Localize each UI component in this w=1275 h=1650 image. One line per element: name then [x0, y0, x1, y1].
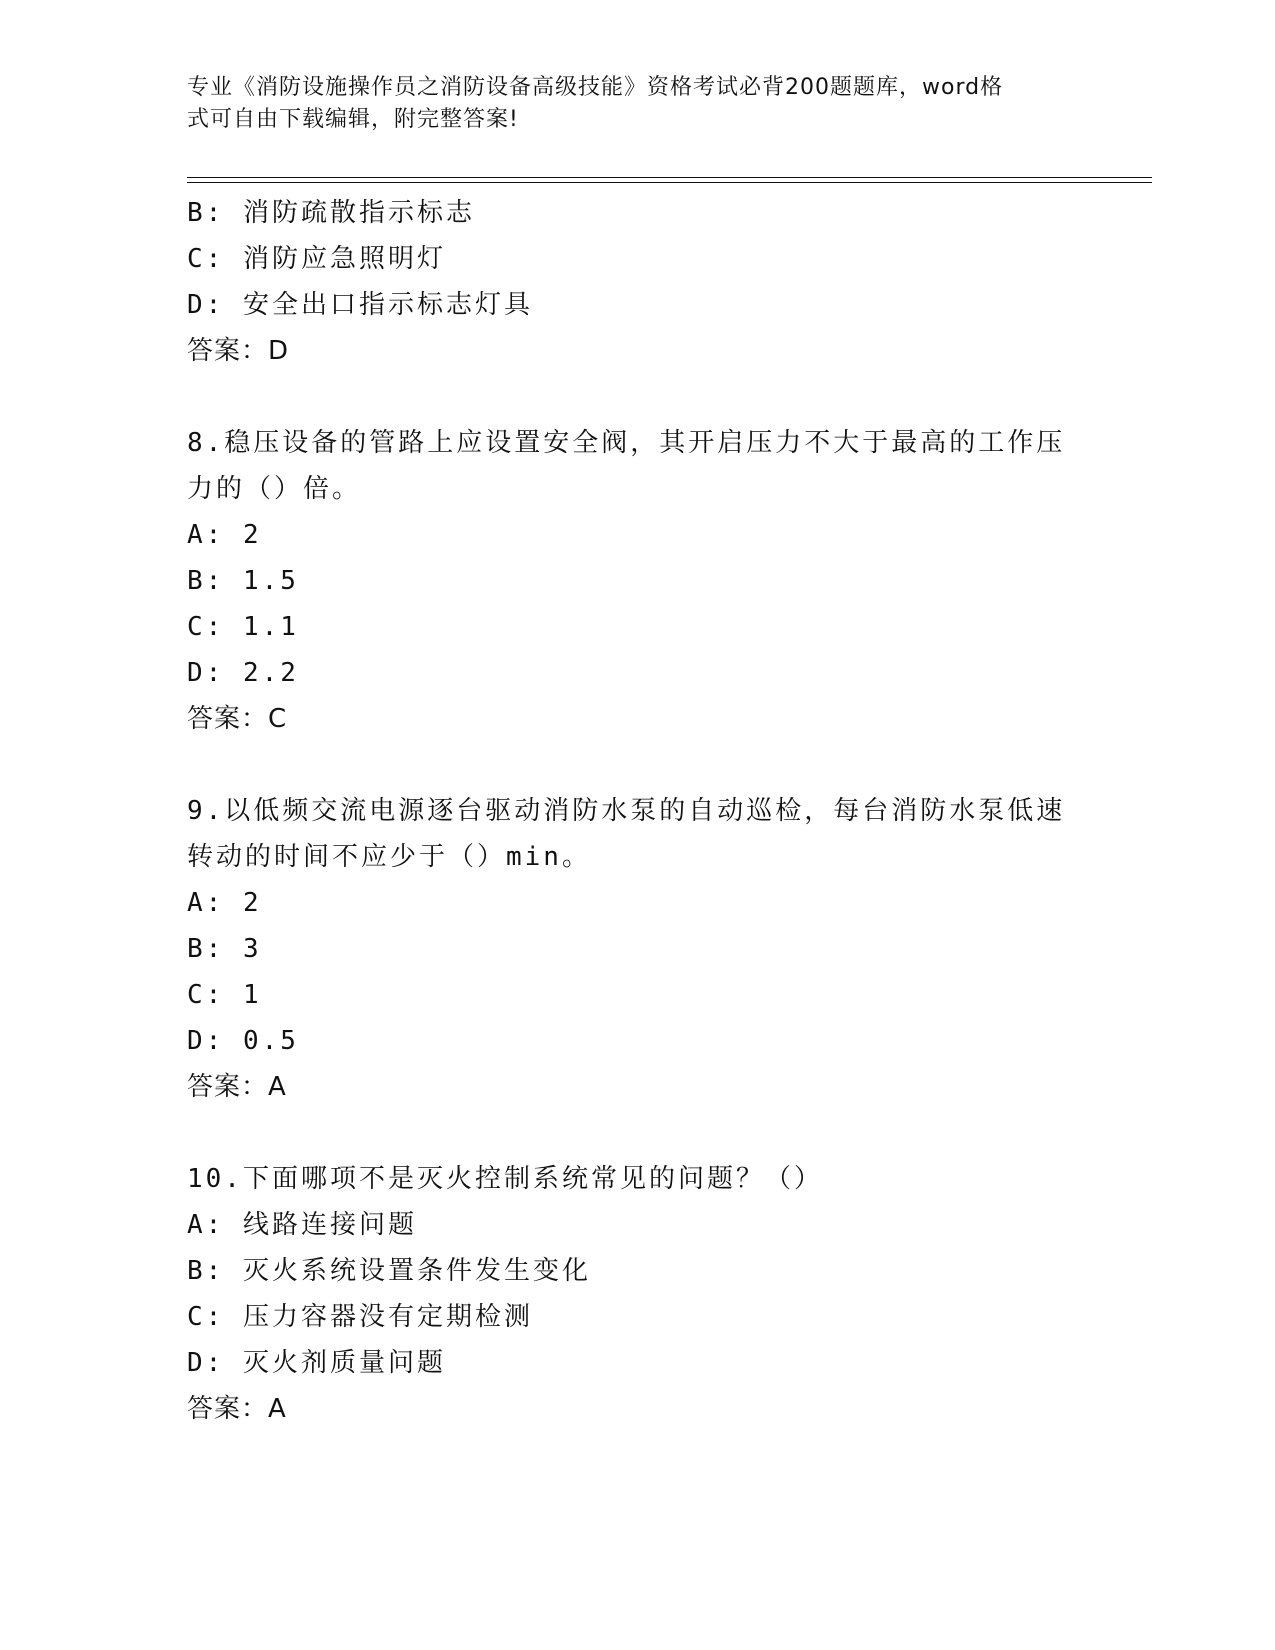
header-line-2: 式可自由下载编辑，附完整答案!: [187, 107, 519, 132]
option-b: B: 消防疏散指示标志: [187, 198, 475, 228]
option-b: B: 灭火系统设置条件发生变化: [187, 1256, 591, 1286]
question-list: [187, 190, 1087, 1432]
document-header: [187, 72, 1067, 136]
option-a: A: 线路连接问题: [187, 1210, 417, 1240]
question-block-7-partial: [187, 190, 1087, 374]
option-d: D: 0.5: [187, 1026, 299, 1056]
option-a: A: 2: [187, 520, 262, 550]
option-d: D: 安全出口指示标志灯具: [187, 290, 533, 320]
question-block-8: [187, 420, 1087, 742]
question-stem-line-1: 10.下面哪项不是灭火控制系统常见的问题？（）: [187, 1164, 823, 1194]
question-stem-line-2: 转动的时间不应少于（）min。: [187, 842, 591, 872]
option-c: C: 消防应急照明灯: [187, 244, 446, 274]
option-a: A: 2: [187, 888, 262, 918]
option-b: B: 3: [187, 934, 262, 964]
question-stem-line-1: 8.稳压设备的管路上应设置安全阀，其开启压力不大于最高的工作压: [187, 428, 1066, 458]
header-divider-top: [187, 177, 1152, 178]
answer-line: 答案：C: [187, 704, 288, 734]
question-block-10: [187, 1156, 1087, 1432]
header-divider-bottom: [187, 182, 1152, 183]
question-block-9: [187, 788, 1087, 1110]
option-c: C: 压力容器没有定期检测: [187, 1302, 533, 1332]
option-d: D: 2.2: [187, 658, 299, 688]
answer-line: 答案：D: [187, 336, 290, 366]
question-stem: [187, 788, 1067, 880]
question-stem: [187, 1156, 1067, 1202]
question-stem-line-1: 9.以低频交流电源逐台驱动消防水泵的自动巡检，每台消防水泵低速: [187, 796, 1066, 826]
option-d: D: 灭火剂质量问题: [187, 1348, 446, 1378]
answer-line: 答案：A: [187, 1394, 287, 1424]
question-stem-line-2: 力的（）倍。: [187, 474, 362, 504]
answer-line: 答案：A: [187, 1072, 287, 1102]
option-b: B: 1.5: [187, 566, 299, 596]
header-line-1: 专业《消防设施操作员之消防设备高级技能》资格考试必背200题题库，word格: [187, 75, 1004, 100]
question-stem: [187, 420, 1067, 512]
option-c: C: 1.1: [187, 612, 299, 642]
option-c: C: 1: [187, 980, 262, 1010]
